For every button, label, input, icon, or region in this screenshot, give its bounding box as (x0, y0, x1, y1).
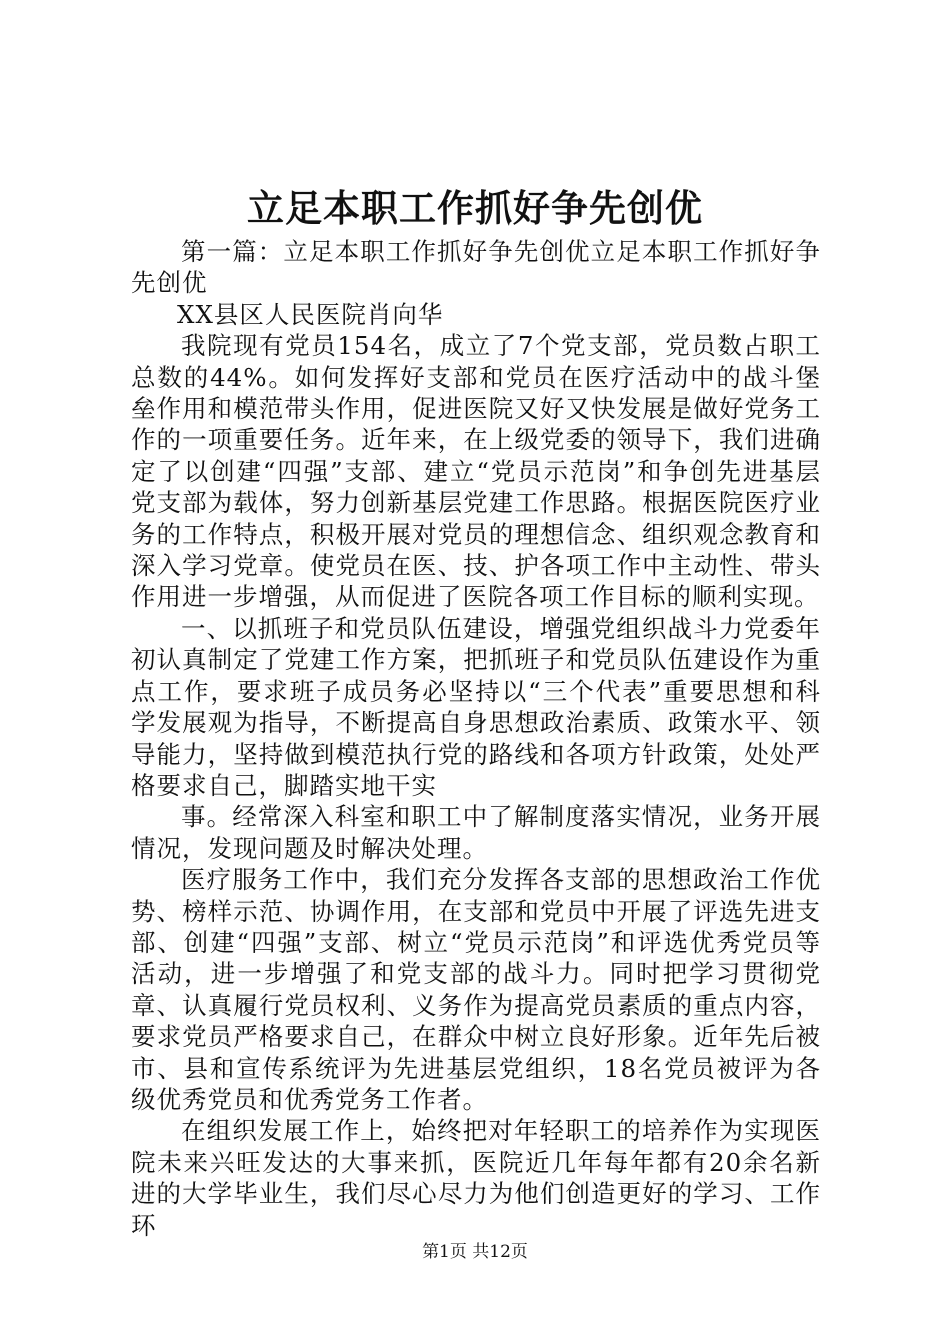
paragraph-author: XX县区人民医院肖向华 (177, 299, 444, 329)
document-body (131, 236, 821, 1241)
page-number-footer: 第1页 共12页 (422, 1242, 528, 1262)
paragraph-section-one-continued: 事。经常深入科室和职工中了解制度落实情况，业务开展情况，发现问题及时解决处理。 (131, 802, 821, 863)
paragraph-intro: 我院现有党员154名，成立了7个党支部，党员数占职工总数的44%。如何发挥好支部和党员在医疗活动中的战斗堡垒作用和模范带头作用，促进医院又好又快发展是做好党务工作的一项重要任务。近年来，在上级党委的领导下，我们进确定了以创建“四强”支部、建立“党员示范岗”和争创先进基层党支部为载体，努力创新基层党建工作思路。根据医院医疗业务的工作特点，积极开展对党员的理想信念、组织观念教育和深入学习党章。使党员在医、技、护各项工作中主动性、带头作用进一步增强，从而促进了医院各项工作目标的顺利实现。 (131, 331, 821, 612)
paragraph-chapter-heading: 第一篇：立足本职工作抓好争先创优立足本职工作抓好争先创优 (131, 237, 821, 298)
paragraph-organization-development: 在组织发展工作上，始终把对年轻职工的培养作为实现医院未来兴旺发达的大事来抓，医院近几年每年都有20余名新进的大学毕业生，我们尽心尽力为他们创造更好的学习、工作环 (131, 1116, 821, 1240)
document-title: 立足本职工作抓好争先创优 (247, 186, 703, 230)
paragraph-medical-service: 医疗服务工作中，我们充分发挥各支部的思想政治工作优势、榜样示范、协调作用，在支部和党员中开展了评选先进支部、创建“四强”支部、树立“党员示范岗”和评选优秀党员等活动，进一步增强了和党支部的战斗力。同时把学习贯彻党章、认真履行党员权利、义务作为提高党员素质的重点内容，要求党员严格要求自己，在群众中树立良好形象。近年先后被市、县和宣传系统评为先进基层党组织，18名党员被评为各级优秀党员和优秀党务工作者。 (131, 865, 821, 1114)
paragraph-section-one: 一、以抓班子和党员队伍建设，增强党组织战斗力党委年初认真制定了党建工作方案，把抓班子和党员队伍建设作为重点工作，要求班子成员务必坚持以“三个代表”重要思想和科学发展观为指导，不断提高自身思想政治素质、政策水平、领导能力，坚持做到模范执行党的路线和各项方针政策，处处严格要求自己，脚踏实地干实 (131, 613, 821, 800)
